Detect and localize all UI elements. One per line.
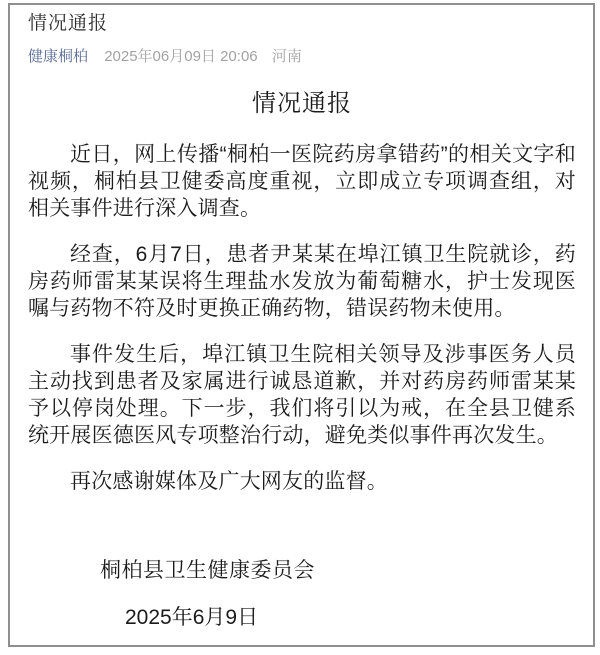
publish-location: 河南 — [271, 48, 302, 65]
notice-heading: 情况通报 — [252, 90, 352, 117]
notice-card — [8, 3, 595, 647]
notice-body — [28, 141, 576, 495]
byline — [28, 47, 576, 67]
article-title: 情况通报 — [28, 13, 109, 34]
notice-paragraph-1: 近日，网上传播“桐柏一医院药房拿错药”的相关文字和视频，桐柏县卫健委高度重视，立即成立专项调查组，对相关事件进行深入调查。 — [28, 143, 576, 220]
notice-paragraph-4: 再次感谢媒体及广大网友的监督。 — [70, 470, 388, 493]
notice-paragraph-3: 事件发生后，埠江镇卫生院相关领导及涉事医务人员主动找到患者及家属进行诚恳道歉，并对药房药师雷某某予以停岗处理。下一步，我们将引以为戒，在全县卫健系统开展医德医风专项整治行动，避免类似事件再次发生。 — [28, 343, 576, 447]
signature: 桐柏县卫生健康委员会 — [100, 559, 315, 582]
notice-paragraph-2: 经查，6月7日，患者尹某某在埠江镇卫生院就诊，药房药师雷某某误将生理盐水发放为葡萄糖水，护士发现医嘱与药物不符及时更换正确药物，错误药物未使用。 — [28, 243, 576, 320]
account-link[interactable]: 健康桐柏 — [28, 48, 89, 65]
publish-datetime: 2025年06月09日 20:06 — [104, 48, 258, 65]
signature-date: 2025年6月9日 — [125, 606, 259, 629]
